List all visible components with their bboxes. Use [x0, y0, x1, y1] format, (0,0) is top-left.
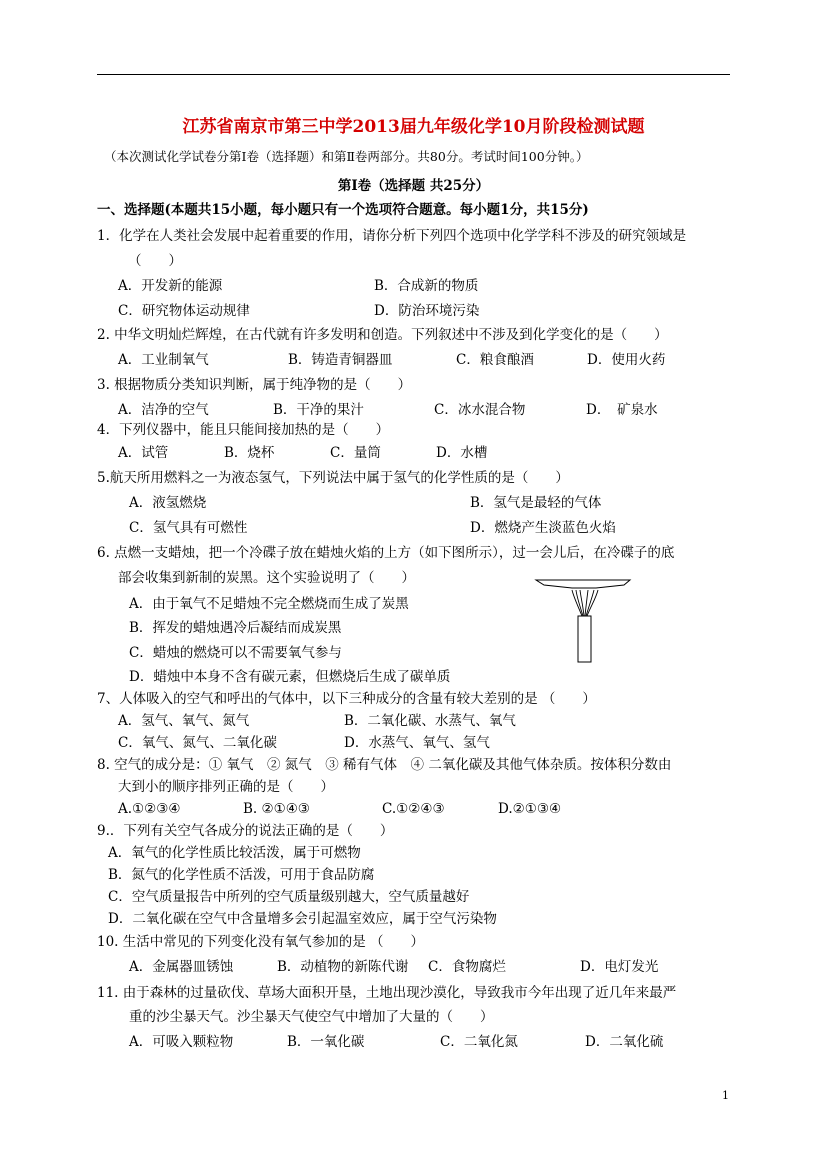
question-10-option-b: B．动植物的新陈代谢 — [277, 959, 409, 975]
question-2-option-a: A．工业制氧气 — [118, 352, 209, 368]
question-2-option-d: D．使用火药 — [587, 352, 666, 368]
question-8-option-a: A.①②③④ — [118, 801, 181, 817]
question-5-stem: 5.航天所用燃料之一为液态氢气，下列说法中属于氢气的化学性质的是（ ） — [97, 470, 569, 486]
question-6-option-a: A．由于氧气不足蜡烛不完全燃烧而生成了炭黑 — [129, 596, 409, 612]
question-4-option-a: A．试管 — [118, 445, 169, 461]
soot-flame — [572, 590, 598, 616]
question-10-option-a: A．金属器皿锈蚀 — [129, 959, 234, 975]
question-7-option-b: B．二氧化碳、水蒸气、氧气 — [344, 713, 516, 729]
question-4-option-c: C．量筒 — [330, 445, 381, 461]
document-title: 江苏省南京市第三中学2013届九年级化学10月阶段检测试题 — [182, 117, 645, 137]
question-3-option-d: D． 矿泉水 — [586, 402, 658, 418]
question-1-option-c: C．研究物体运动规律 — [118, 303, 250, 319]
question-8-stem-cont: 大到小的顺序排列正确的是（ ） — [118, 779, 334, 795]
question-1-option-a: A．开发新的能源 — [118, 278, 223, 294]
question-3-stem: 3. 根据物质分类知识判断，属于纯净物的是（ ） — [97, 377, 412, 393]
question-6-option-d: D．蜡烛中本身不含有碳元素，但燃烧后生成了碳单质 — [129, 669, 451, 685]
question-8-option-d: D.②①③④ — [498, 801, 562, 817]
question-2-option-c: C．粮食酿酒 — [456, 352, 534, 368]
page-number: 1 — [722, 1089, 729, 1102]
candle — [578, 616, 591, 662]
question-4-option-b: B．烧杯 — [224, 445, 275, 461]
cold-dish — [536, 580, 630, 588]
question-10-option-d: D．电灯发光 — [580, 959, 659, 975]
question-2-stem: 2. 中华文明灿烂辉煌，在古代就有许多发明和创造。下列叙述中不涉及到化学变化的是（ ） — [97, 327, 668, 343]
question-1-option-d: D．防治环境污染 — [374, 303, 480, 319]
question-11-option-c: C．二氧化氮 — [440, 1034, 518, 1050]
question-11-stem: 11. 由于森林的过量砍伐、草场大面积开垦，土地出现沙漠化，导致我市今年出现了近几年来最严 — [97, 985, 677, 1001]
question-9-option-c: C．空气质量报告中所列的空气质量级别越大，空气质量越好 — [108, 889, 470, 905]
candle-dish-figure — [534, 576, 634, 664]
question-1-option-b: B．合成新的物质 — [374, 278, 479, 294]
question-1-stem: 1．化学在人类社会发展中起着重要的作用，请你分析下列四个选项中化学学科不涉及的研究领域是 — [97, 228, 687, 244]
question-4-stem: 4．下列仪器中，能且只能间接加热的是（ ） — [97, 422, 390, 438]
section1-heading: 一、选择题(本题共15小题，每小题只有一个选项符合题意。每小题1分，共15分) — [97, 202, 589, 218]
question-11-option-a: A．可吸入颗粒物 — [129, 1034, 234, 1050]
question-3-option-b: B．干净的果汁 — [273, 402, 364, 418]
part1-heading: 第Ⅰ卷（选择题 共25分） — [337, 178, 490, 194]
exam-note: （本次测试化学试卷分第Ⅰ卷（选择题）和第Ⅱ卷两部分。共80分。考试时间100分钟。） — [104, 149, 589, 164]
question-10-stem: 10. 生活中常见的下列变化没有氧气参加的是 （ ） — [97, 934, 425, 950]
question-5-option-d: D．燃烧产生淡蓝色火焰 — [470, 520, 616, 536]
question-9-option-b: B．氮气的化学性质不活泼，可用于食品防腐 — [108, 867, 375, 883]
question-9-option-d: D．二氧化碳在空气中含量增多会引起温室效应，属于空气污染物 — [108, 911, 497, 927]
question-6-option-b: B．挥发的蜡烛遇冷后凝结而成炭黑 — [129, 620, 342, 636]
question-7-option-a: A．氢气、氧气、氮气 — [118, 713, 250, 729]
question-9-stem: 9.．下列有关空气各成分的说法正确的是（ ） — [97, 823, 394, 839]
question-7-option-d: D．水蒸气、氧气、氢气 — [344, 735, 490, 751]
question-4-option-d: D．水槽 — [436, 445, 488, 461]
question-8-stem: 8. 空气的成分是：① 氧气 ② 氮气 ③ 稀有气体 ④ 二氧化碳及其他气体杂质。按体积分数由 — [97, 757, 672, 773]
question-5-option-c: C．氢气具有可燃性 — [129, 520, 248, 536]
question-3-option-c: C．冰水混合物 — [434, 402, 526, 418]
question-2-option-b: B．铸造青铜器皿 — [288, 352, 393, 368]
question-5-option-a: A．液氢燃烧 — [129, 495, 207, 511]
question-11-option-d: D．二氧化硫 — [585, 1034, 664, 1050]
question-6-stem-cont: 部会收集到新制的炭黑。这个实验说明了（ ） — [118, 570, 415, 586]
header-rule — [97, 74, 730, 75]
question-7-option-c: C．氧气、氮气、二氧化碳 — [118, 735, 277, 751]
question-10-option-c: C．食物腐烂 — [428, 959, 506, 975]
question-6-option-c: C．蜡烛的燃烧可以不需要氧气参与 — [129, 645, 342, 661]
question-11-stem-cont: 重的沙尘暴天气。沙尘暴天气使空气中增加了大量的（ ） — [129, 1009, 494, 1025]
question-8-option-c: C.①②④③ — [382, 801, 445, 817]
question-5-option-b: B．氢气是最轻的气体 — [470, 495, 602, 511]
question-7-stem: 7、人体吸入的空气和呼出的气体中，以下三种成分的含量有较大差别的是 （ ） — [97, 691, 596, 707]
question-9-option-a: A．氧气的化学性质比较活泼，属于可燃物 — [108, 845, 361, 861]
question-8-option-b: B. ②①④③ — [243, 801, 310, 817]
question-11-option-b: B．一氧化碳 — [287, 1034, 365, 1050]
question-1-stem-cont: （ ） — [128, 253, 182, 269]
question-6-stem: 6. 点燃一支蜡烛，把一个冷碟子放在蜡烛火焰的上方（如下图所示），过一会儿后，在冷碟子的底 — [97, 545, 675, 561]
question-3-option-a: A．洁净的空气 — [118, 402, 209, 418]
